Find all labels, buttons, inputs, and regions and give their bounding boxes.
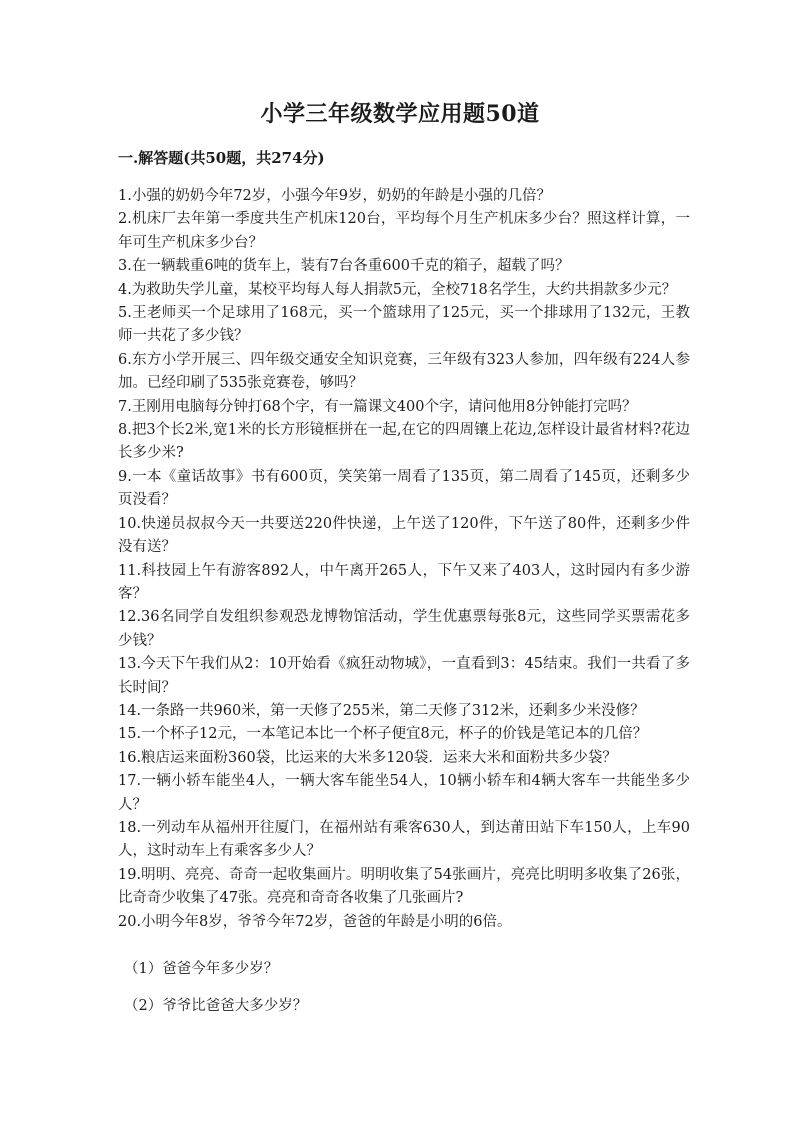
sub-question-item: （2）爷爷比爸爸大多少岁？ bbox=[124, 998, 308, 1014]
question-item: 19.明明、亮亮、奇奇一起收集画片。明明收集了54张画片，亮亮比明明多收集了26张，比奇奇少收集了47张。亮亮和奇奇各收集了几张画片? bbox=[118, 866, 690, 907]
question-item: 15.一个杯子12元，一本笔记本比一个杯子便宜8元，杯子的价钱是笔记本的几倍？ bbox=[118, 726, 648, 743]
question-list bbox=[118, 185, 690, 934]
question-item: 14.一条路一共960米，第一天修了255米，第二天修了312米，还剩多少米没修？ bbox=[118, 702, 645, 719]
question-item: 11.科技园上午有游客892人，中午离开265人，下午又来了403人，这时园内有多少游客？ bbox=[118, 562, 690, 602]
section-heading: 一.解答题(共50题，共274分) bbox=[118, 149, 325, 167]
sub-question-item: （1）爸爸今年多少岁？ bbox=[124, 961, 279, 977]
question-item: 16.粮店运来面粉360袋，比运来的大米多120袋．运来大米和面粉共多少袋？ bbox=[118, 749, 617, 766]
question-item: 7.王刚用电脑每分钟打68个字，有一篇课文400个字，请问他用8分钟能打完吗？ bbox=[118, 398, 637, 415]
question-item: 8.把3个长2米,宽1米的长方形镜框拼在一起,在它的四周镶上花边,怎样设计最省材料?花边长多少米? bbox=[118, 422, 690, 462]
question-item: 1.小强的奶奶今年72岁，小强今年9岁，奶奶的年龄是小强的几倍？ bbox=[118, 188, 552, 204]
question-item: 12.36名同学自发组织参观恐龙博物馆活动，学生优惠票每张8元，这些同学买票需花多少钱？ bbox=[118, 609, 690, 649]
question-item: 10.快递员叔叔今天一共要送220件快递，上午送了120件，下午送了80件，还剩多少件没有送？ bbox=[118, 515, 690, 556]
page-title: 小学三年级数学应用题50道 bbox=[260, 101, 540, 127]
question-item: 9.一本《童话故事》书有600页，笑笑第一周看了135页，第二周看了145页，还剩多少页没看？ bbox=[118, 468, 690, 509]
question-item: 18.一列动车从福州开往厦门，在福州站有乘客630人，到达莆田站下车150人，上车90人，这时动车上有乘客多少人？ bbox=[118, 819, 690, 860]
sub-question-list bbox=[124, 958, 684, 1032]
question-item: 17.一辆小轿车能坐4人，一辆大客车能坐54人，10辆小轿车和4辆大客车一共能坐多少人？ bbox=[118, 773, 690, 813]
question-item: 5.王老师买一个足球用了168元，买一个篮球用了125元，买一个排球用了132元，王教师一共花了多少钱？ bbox=[118, 305, 690, 345]
question-item: 20.小明今年8岁，爷爷今年72岁，爸爸的年龄是小明的6倍。 bbox=[118, 913, 512, 930]
question-item: 2.机床厂去年第一季度共生产机床120台，平均每个月生产机床多少台？照这样计算，一年可生产机床多少台？ bbox=[118, 211, 690, 251]
question-item: 3.在一辆载重6吨的货车上，装有7台各重600千克的箱子，超载了吗？ bbox=[118, 258, 570, 275]
question-item: 6.东方小学开展三、四年级交通安全知识竞赛，三年级有323人参加，四年级有224人参加。已经印刷了535张竞赛卷，够吗？ bbox=[118, 351, 690, 392]
question-item: 13.今天下午我们从2：10开始看《疯狂动物城》，一直看到3：45结束。我们一共看了多长时间？ bbox=[118, 656, 690, 696]
question-item: 4.为救助失学儿童，某校平均每人每人捐款5元，全校718名学生，大约共捐款多少元？ bbox=[118, 281, 677, 298]
